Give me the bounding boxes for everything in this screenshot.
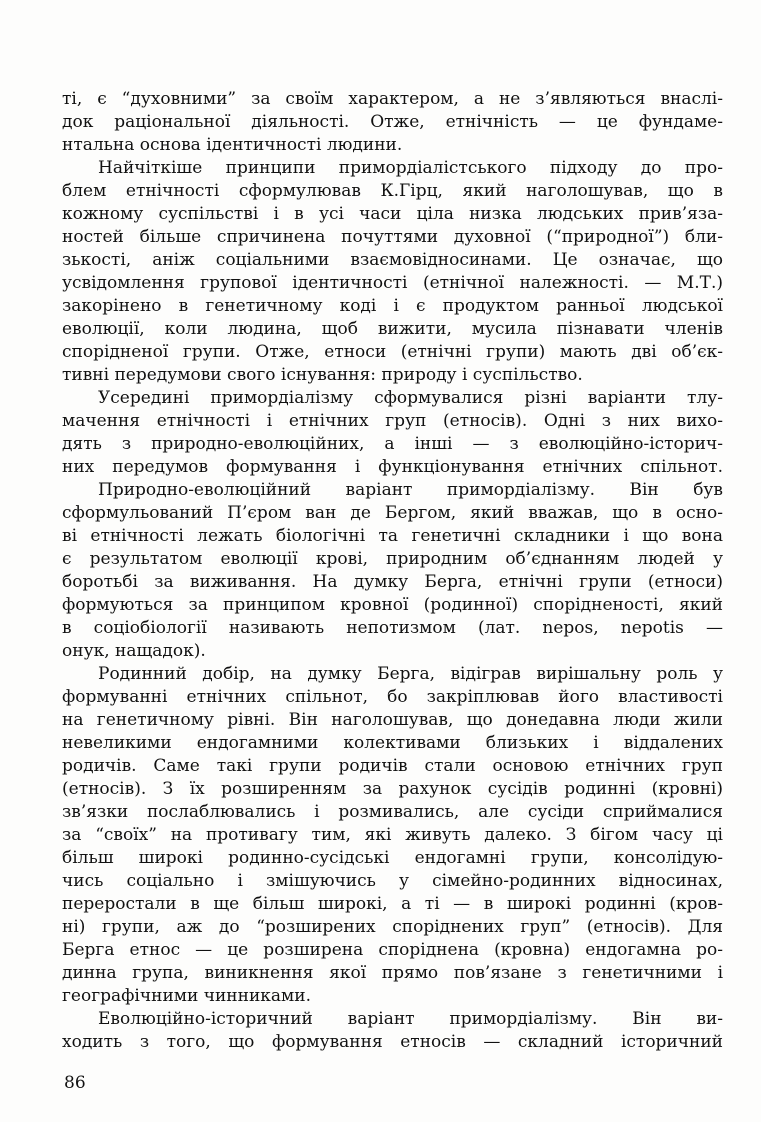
text-line: ностей більше спричинена почуттями духовної (“природної”) бли- bbox=[62, 227, 723, 247]
text-line: закорінено в генетичному коді і є продуктом ранньої людської bbox=[62, 296, 723, 316]
text-line: зькості, аніж соціальними взаємовідносинами. Це означає, що bbox=[62, 250, 723, 270]
text-line: онук, нащадок). bbox=[62, 641, 206, 661]
text-line: зв’язки послаблювались і розмивались, але сусіди сприймалися bbox=[62, 802, 723, 822]
text-line: еволюції, коли людина, щоб вижити, мусила пізнавати членів bbox=[62, 319, 723, 339]
text-line: за “своїх” на противагу тим, які живуть далеко. З бігом часу ці bbox=[62, 825, 723, 845]
text-line: Природно-еволюційний варіант примордіалізму. Він був bbox=[98, 480, 723, 500]
text-line: Еволюційно-історичний варіант примордіалізму. Він ви- bbox=[98, 1009, 723, 1029]
text-line: дять з природно-еволюційних, а інші — з еволюційно-історич- bbox=[62, 434, 723, 454]
text-line: блем етнічності сформулював К.Гірц, який наголошував, що в bbox=[62, 181, 723, 201]
text-line: динна група, виникнення якої прямо пов’язане з генетичними і bbox=[62, 963, 723, 983]
text-line: Родинний добір, на думку Берга, відіграв вирішальну роль у bbox=[98, 664, 723, 684]
text-line: більш широкі родинно-сусідські ендогамні групи, консолідую- bbox=[62, 848, 723, 868]
text-line: тивні передумови свого існування: природу і суспільство. bbox=[62, 365, 583, 385]
text-line: формуються за принципом кровної (родинної) спорідненості, який bbox=[62, 595, 723, 615]
text-line: переростали в ще більш широкі, а ті — в широкі родинні (кров- bbox=[62, 894, 723, 914]
text-line: усвідомлення групової ідентичності (етнічної належності. — М.Т.) bbox=[62, 273, 723, 293]
text-line: ходить з того, що формування етносів — складний історичний bbox=[62, 1032, 723, 1052]
text-line: ві етнічності лежать біологічні та генетичні складники і що вона bbox=[62, 526, 723, 546]
text-line: мачення етнічності і етнічних груп (етносів). Одні з них вихо- bbox=[62, 411, 723, 431]
text-line: географічними чинниками. bbox=[62, 986, 312, 1006]
text-line: невеликими ендогамними колективами близьких і віддалених bbox=[62, 733, 723, 753]
text-line: в соціобіології називають непотизмом (лат. nepos, nepotis — bbox=[62, 618, 723, 638]
text-line: чись соціально і змішуючись у сімейно-родинних відносинах, bbox=[62, 871, 723, 891]
text-line: на генетичному рівні. Він наголошував, що донедавна люди жили bbox=[62, 710, 723, 730]
text-line: сформульований П’єром ван де Бергом, який вважав, що в осно- bbox=[62, 503, 723, 523]
text-line: док раціональної діяльності. Отже, етнічність — це фундаме- bbox=[62, 112, 723, 132]
page-number: 86 bbox=[64, 1073, 86, 1093]
text-line: ті, є “духовними” за своїм характером, а не з’являються внаслі- bbox=[62, 89, 723, 109]
text-line: боротьбі за виживання. На думку Берга, етнічні групи (етноси) bbox=[62, 572, 723, 592]
text-line: є результатом еволюції крові, природним об’єднанням людей у bbox=[62, 549, 723, 569]
text-line: ні) групи, аж до “розширених споріднених груп” (етносів). Для bbox=[62, 917, 723, 937]
body-text bbox=[62, 88, 723, 1054]
text-line: нтальна основа ідентичності людини. bbox=[62, 135, 403, 155]
text-line: кожному суспільстві і в усі часи ціла низка людських прив’яза- bbox=[62, 204, 723, 224]
text-line: Усередині примордіалізму сформувалися різні варіанти тлу- bbox=[98, 388, 723, 408]
text-line: Берга етнос — це розширена споріднена (кровна) ендогамна ро- bbox=[62, 940, 723, 960]
text-line: Найчіткіше принципи примордіалістського підходу до про- bbox=[98, 158, 723, 178]
text-line: них передумов формування і функціонування етнічних спільнот. bbox=[62, 457, 723, 477]
text-line: родичів. Саме такі групи родичів стали основою етнічних груп bbox=[62, 756, 723, 776]
text-line: (етносів). З їх розширенням за рахунок сусідів родинні (кровні) bbox=[62, 779, 723, 799]
text-line: спорідненої групи. Отже, етноси (етнічні групи) мають дві об’єк- bbox=[62, 342, 723, 362]
text-line: формуванні етнічних спільнот, бо закріплював його властивості bbox=[62, 687, 723, 707]
